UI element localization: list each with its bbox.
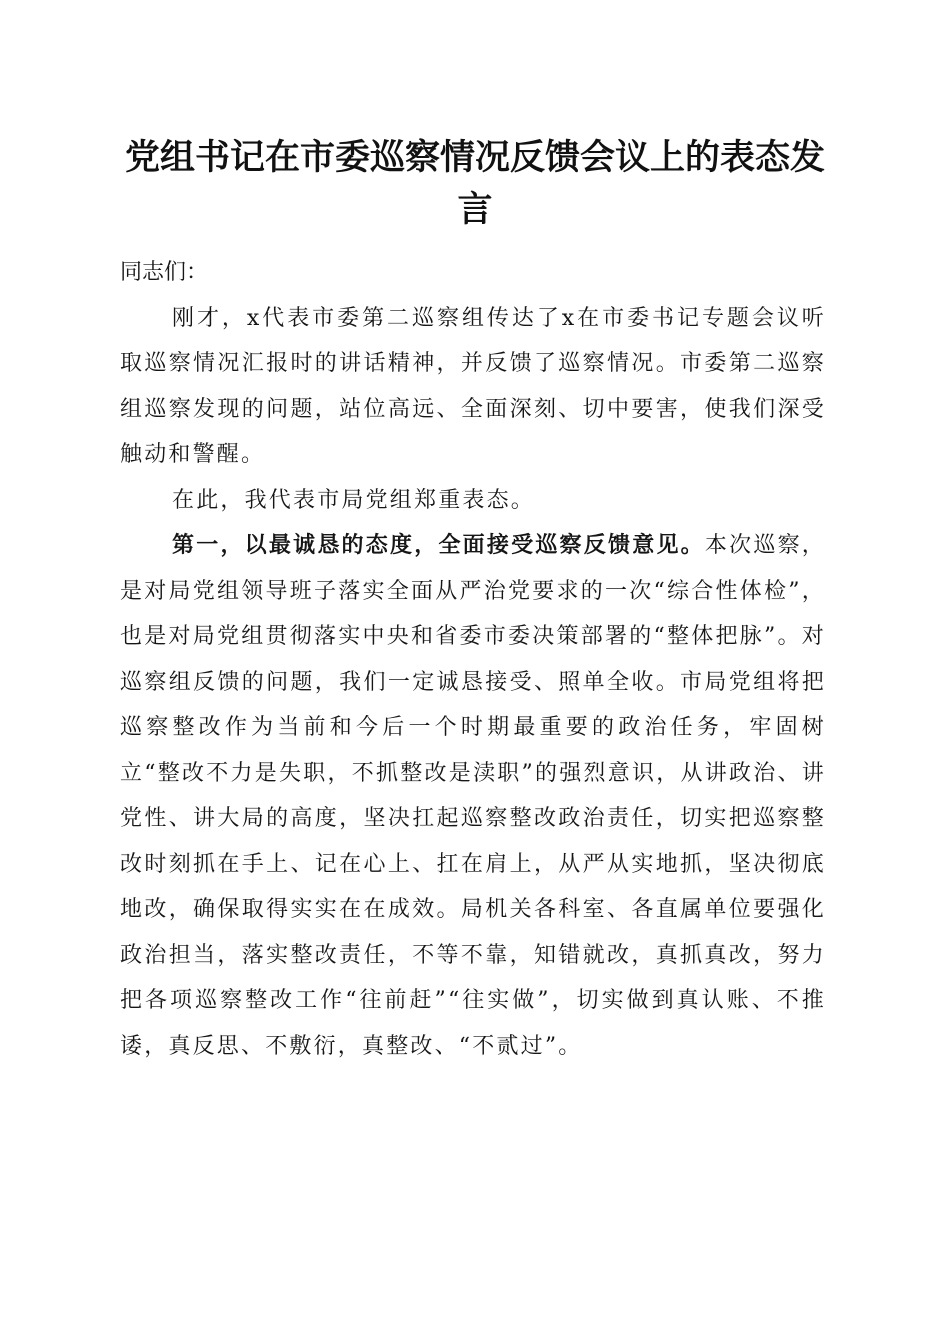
document-title: 党组书记在市委巡察情况反馈会议上的表态发言 bbox=[124, 137, 825, 230]
paragraph-lead-sentence: 第一，以最诚恳的态度，全面接受巡察反馈意见。 bbox=[172, 532, 705, 558]
paragraph-first-point bbox=[120, 523, 826, 1069]
paragraph-opening: 刚才，x代表市委第二巡察组传达了x在市委书记专题会议听取巡察情况汇报时的讲话精神，并反馈了巡察情况。市委第二巡察组巡察发现的问题，站位高远、全面深刻、切中要害，使我们深受触动和警醒。 bbox=[120, 305, 826, 467]
paragraph-first-point-body: 本次巡察，是对局党组领导班子落实全面从严治党要求的一次“综合性体检”，也是对局党组贯彻落实中央和省委市委决策部署的“整体把脉”。对巡察组反馈的问题，我们一定诚恳接受、照单全收。市局党组将把巡察整改作为当前和今后一个时期最重要的政治任务，牢固树立“整改不力是失职，不抓整改是渎职”的强烈意识，从讲政治、讲党性、讲大局的高度，坚决扛起巡察整改政治责任，切实把巡察整改时刻抓在手上、记在心上、扛在肩上，从严从实地抓，坚决彻底地改，确保取得实实在在成效。局机关各科室、各直属单位要强化政治担当，落实整改责任，不等不靠，知错就改，真抓真改，努力把各项巡察整改工作“往前赶”“往实做”，切实做到真认账、不推诿，真反思、不敷衍，真整改、“不贰过”。 bbox=[120, 533, 826, 1059]
paragraph-statement: 在此，我代表市局党组郑重表态。 bbox=[172, 487, 536, 513]
salutation: 同志们： bbox=[120, 260, 209, 285]
document-body bbox=[120, 250, 826, 1069]
